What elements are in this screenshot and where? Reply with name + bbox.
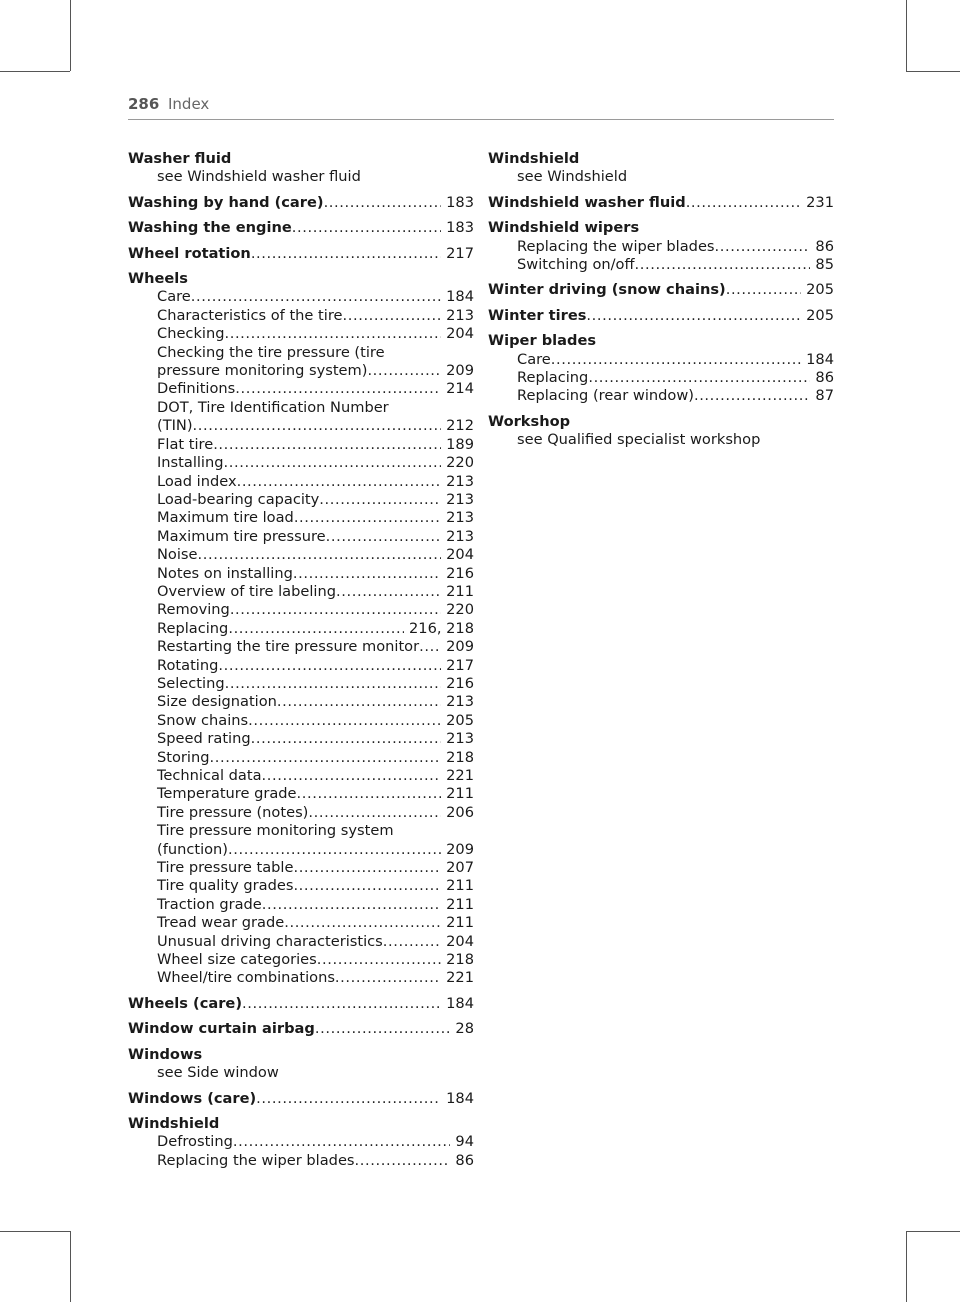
index-line: [128, 436, 474, 454]
index-subentry-text: Load-bearing capacity: [157, 490, 320, 508]
index-line: [128, 565, 474, 583]
index-subentry-text: Definitions: [157, 380, 236, 398]
index-subentry-text: Replacing the wiper blades: [157, 1151, 355, 1169]
index-subentry-text: pressure monitoring system): [157, 362, 368, 380]
index-heading: Wiper blades: [488, 332, 597, 350]
crop-mark: [906, 0, 907, 71]
index-line: [128, 896, 474, 914]
index-line: [128, 194, 474, 212]
page-reference[interactable]: 217: [446, 244, 474, 262]
index-subentry-text: Size designation: [157, 693, 277, 711]
dot-leader: [197, 546, 441, 564]
index-line: [128, 288, 474, 306]
crop-mark: [906, 71, 960, 72]
index-subentry-text: Tread wear grade: [157, 914, 285, 932]
page-reference[interactable]: 216: [446, 674, 474, 692]
page-reference[interactable]: 94: [455, 1133, 474, 1151]
page-reference[interactable]: 220: [446, 454, 474, 472]
page-reference[interactable]: 205: [806, 306, 834, 324]
page-reference[interactable]: 220: [446, 601, 474, 619]
page-reference[interactable]: 85: [815, 256, 834, 274]
page-reference[interactable]: 211: [446, 582, 474, 600]
index-line: [128, 417, 474, 435]
index-line: [128, 491, 474, 509]
dot-leader: [367, 362, 441, 380]
crop-mark: [0, 1231, 70, 1232]
index-line: [128, 785, 474, 803]
dot-leader: [230, 601, 441, 619]
index-subentry-text: Tire quality grades: [157, 877, 294, 895]
index-subentry-text: Notes on installing: [157, 564, 293, 582]
index-column-left: [128, 150, 474, 1177]
index-heading: Windshield: [488, 150, 580, 167]
index-subentry-text: Maximum tire pressure: [157, 527, 326, 545]
index-subentry-text: Defrosting: [157, 1133, 233, 1151]
page-reference[interactable]: 213: [446, 306, 474, 324]
crop-mark: [906, 1231, 960, 1232]
dot-leader: [277, 693, 441, 711]
index-line: [128, 995, 474, 1013]
dot-leader: [251, 245, 441, 263]
page-reference[interactable]: 86: [455, 1151, 474, 1169]
index-entry: [128, 1090, 474, 1108]
dot-leader: [262, 767, 442, 785]
index-line: [128, 933, 474, 951]
index-heading: Wheels (care): [128, 994, 242, 1012]
page-reference[interactable]: 206: [446, 803, 474, 821]
index-entry: [128, 270, 474, 988]
index-line: [128, 804, 474, 822]
dot-leader: [293, 859, 441, 877]
index-line: [128, 509, 474, 527]
dot-leader: [308, 804, 441, 822]
index-heading: Wheel rotation: [128, 244, 251, 262]
index-subentry-text: DOT, Tire Identification Number: [157, 398, 389, 416]
index-heading: Windshield wipers: [488, 219, 640, 237]
index-subentry-text: Unusual driving characteristics: [157, 932, 383, 950]
page-reference[interactable]: 213: [446, 527, 474, 545]
index-line: [488, 387, 834, 405]
index-entry: [128, 1046, 474, 1083]
index-heading: Winter tires: [488, 306, 587, 324]
index-subentry-text: (TIN): [157, 417, 193, 435]
dot-leader: [355, 1152, 451, 1170]
dot-leader: [228, 841, 441, 859]
index-entry: [128, 150, 474, 187]
page-reference[interactable]: 213: [446, 693, 474, 711]
dot-leader: [284, 914, 441, 932]
index-entry: [128, 194, 474, 212]
index-subentry-text: Flat tire: [157, 435, 214, 453]
dot-leader: [191, 288, 441, 306]
index-subentry-text: Snow chains: [157, 711, 249, 729]
dot-leader: [228, 620, 404, 638]
dot-leader: [248, 712, 441, 730]
dot-leader: [315, 1020, 451, 1038]
index-column-right: [488, 150, 834, 457]
page-reference[interactable]: 183: [446, 193, 474, 211]
dot-leader: [324, 194, 442, 212]
crop-mark: [0, 71, 70, 72]
dot-leader: [551, 351, 801, 369]
index-line: [128, 1133, 474, 1151]
dot-leader: [225, 675, 442, 693]
index-heading: Washer fluid: [128, 150, 232, 167]
index-line: [128, 528, 474, 546]
page-reference[interactable]: 218: [446, 951, 474, 969]
crop-mark: [70, 1231, 71, 1302]
index-line: [128, 877, 474, 895]
index-line: [128, 583, 474, 601]
dot-leader: [317, 951, 441, 969]
page-reference[interactable]: 213: [446, 472, 474, 490]
page-reference[interactable]: 184: [446, 288, 474, 306]
index-subentry-text: Care: [517, 350, 551, 368]
page-reference[interactable]: 216, 218: [409, 619, 474, 637]
dot-leader: [209, 749, 441, 767]
page-reference[interactable]: 209: [446, 638, 474, 656]
page-reference[interactable]: 86: [815, 369, 834, 387]
dot-leader: [586, 307, 801, 325]
index-entry: [488, 150, 834, 187]
page-reference[interactable]: 217: [446, 656, 474, 674]
dot-leader: [297, 785, 442, 803]
dot-leader: [293, 565, 441, 583]
page-reference[interactable]: 204: [446, 325, 474, 343]
index-line: [128, 951, 474, 969]
dot-leader: [635, 256, 811, 274]
index-heading: Workshop: [488, 412, 571, 430]
page-reference[interactable]: 184: [446, 1089, 474, 1107]
crop-mark: [906, 1231, 907, 1302]
index-line: [128, 473, 474, 491]
see-reference[interactable]: see Windshield washer fluid: [157, 168, 361, 186]
page-reference[interactable]: 205: [446, 711, 474, 729]
index-line: [488, 281, 834, 299]
index-subentry-text: Rotating: [157, 656, 219, 674]
dot-leader: [419, 638, 441, 656]
index-line: [128, 307, 474, 325]
index-entry: [488, 194, 834, 212]
page-reference[interactable]: 189: [446, 435, 474, 453]
index-subentry-text: Tire pressure table: [157, 859, 294, 877]
page-reference[interactable]: 221: [446, 969, 474, 987]
index-subentry-text: Removing: [157, 601, 230, 619]
index-subentry-text: Overview of tire labeling: [157, 582, 336, 600]
index-heading: Windows (care): [128, 1089, 257, 1107]
index-line: [128, 749, 474, 767]
page-reference[interactable]: 214: [446, 380, 474, 398]
index-subentry-text: Load index: [157, 472, 237, 490]
index-line: [488, 256, 834, 274]
index-subentry-text: Replacing: [517, 369, 589, 387]
dot-leader: [193, 417, 442, 435]
index-entry: [128, 219, 474, 237]
index-heading: Windshield: [128, 1114, 220, 1132]
page-reference[interactable]: 183: [446, 219, 474, 237]
index-line: [128, 969, 474, 987]
index-line: [128, 730, 474, 748]
index-line: [128, 620, 474, 638]
index-line: [488, 194, 834, 212]
index-line: [128, 841, 474, 859]
see-reference[interactable]: see Qualified specialist workshop: [517, 431, 761, 449]
page-reference[interactable]: 213: [446, 509, 474, 527]
index-entry: [488, 307, 834, 325]
index-subentry-text: Temperature grade: [157, 785, 297, 803]
dot-leader: [237, 473, 442, 491]
index-subentry-text: Maximum tire load: [157, 509, 294, 527]
index-entry: [128, 1115, 474, 1170]
index-line: [128, 325, 474, 343]
dot-leader: [242, 995, 441, 1013]
dot-leader: [326, 528, 441, 546]
index-line: [128, 454, 474, 472]
index-entry: [128, 245, 474, 263]
dot-leader: [726, 281, 801, 299]
page-reference[interactable]: 207: [446, 859, 474, 877]
dot-leader: [235, 380, 441, 398]
page-reference[interactable]: 221: [446, 767, 474, 784]
dot-leader: [715, 238, 811, 256]
index-heading: Washing by hand (care): [128, 193, 324, 211]
dot-leader: [336, 583, 441, 601]
index-subentry-text: Care: [157, 288, 191, 306]
index-line: [128, 362, 474, 380]
dot-leader: [224, 454, 442, 472]
see-reference[interactable]: see Side window: [157, 1064, 279, 1082]
page-reference[interactable]: 87: [815, 387, 834, 405]
dot-leader: [335, 969, 441, 987]
page-reference[interactable]: 218: [446, 748, 474, 766]
page-reference[interactable]: 211: [446, 914, 474, 932]
index-heading: Washing the engine: [128, 219, 292, 237]
index-line: [128, 1020, 474, 1038]
page-reference[interactable]: 184: [806, 350, 834, 368]
dot-leader: [293, 877, 441, 895]
dot-leader: [319, 491, 441, 509]
dot-leader: [342, 307, 441, 325]
index-subentry-text: Traction grade: [157, 895, 262, 913]
page-reference[interactable]: 212: [446, 417, 474, 435]
index-heading: Windshield washer fluid: [488, 193, 686, 211]
index-line: [128, 657, 474, 675]
index-subentry-text: Restarting the tire pressure monitor: [157, 638, 420, 656]
index-line: [128, 767, 474, 785]
dot-leader: [224, 325, 441, 343]
index-line: [128, 1090, 474, 1108]
index-entry: [128, 995, 474, 1013]
index-line: [128, 638, 474, 656]
index-subentry-text: Replacing (rear window): [517, 387, 694, 405]
page-reference[interactable]: 184: [446, 994, 474, 1012]
page-reference[interactable]: 86: [815, 237, 834, 255]
see-reference[interactable]: see Windshield: [517, 168, 628, 186]
index-line: [128, 693, 474, 711]
index-line: [488, 307, 834, 325]
index-subentry-text: Selecting: [157, 674, 225, 692]
index-subentry-text: Replacing: [157, 619, 229, 637]
page-number: 286: [128, 95, 160, 113]
index-heading: Window curtain airbag: [128, 1020, 315, 1038]
index-line: [128, 245, 474, 263]
index-heading: Windows: [128, 1045, 203, 1063]
index-subentry-text: Tire pressure monitoring system: [157, 822, 394, 840]
page-header: [128, 95, 834, 120]
index-heading: Winter driving (snow chains): [488, 281, 726, 299]
index-subentry-text: Installing: [157, 454, 224, 472]
dot-leader: [251, 730, 442, 748]
page-reference[interactable]: 209: [446, 362, 474, 380]
index-line: [128, 675, 474, 693]
index-entry: [488, 413, 834, 450]
index-entry: [128, 1020, 474, 1038]
page-reference[interactable]: 204: [446, 546, 474, 564]
index-subentry-text: Characteristics of the tire: [157, 306, 343, 324]
index-line: [488, 369, 834, 387]
index-line: [128, 601, 474, 619]
dot-leader: [694, 387, 810, 405]
page-reference[interactable]: 209: [446, 840, 474, 858]
dot-leader: [256, 1090, 441, 1108]
index-entry: [488, 219, 834, 274]
index-subentry-text: Wheel/tire combinations: [157, 969, 335, 987]
index-line: [128, 914, 474, 932]
page-reference[interactable]: 211: [446, 895, 474, 913]
index-subentry-text: Checking the tire pressure (tire: [157, 343, 385, 361]
dot-leader: [218, 657, 441, 675]
index-subentry-text: (function): [157, 840, 229, 858]
page-reference[interactable]: 211: [446, 877, 474, 895]
section-title: Index: [168, 95, 210, 113]
index-heading: Wheels: [128, 270, 188, 288]
page-reference[interactable]: 28: [455, 1020, 474, 1038]
index-subentry-text: Technical data: [157, 767, 262, 784]
index-line: [488, 238, 834, 256]
index-subentry-text: Storing: [157, 748, 210, 766]
dot-leader: [686, 194, 801, 212]
page-reference[interactable]: 204: [446, 932, 474, 950]
dot-leader: [262, 896, 441, 914]
dot-leader: [383, 933, 441, 951]
page-reference[interactable]: 213: [446, 490, 474, 508]
index-line: [128, 712, 474, 730]
dot-leader: [588, 369, 810, 387]
dot-leader: [292, 219, 441, 237]
page-reference[interactable]: 216: [446, 564, 474, 582]
index-subentry-text: Replacing the wiper blades: [517, 237, 715, 255]
index-line: [128, 380, 474, 398]
page-reference[interactable]: 205: [806, 281, 834, 299]
index-line: [128, 219, 474, 237]
crop-mark: [70, 0, 71, 71]
index-line: [128, 1152, 474, 1170]
index-subentry-text: Wheel size categories: [157, 951, 317, 969]
index-subentry-text: Checking: [157, 325, 225, 343]
index-subentry-text: Noise: [157, 546, 198, 564]
page-reference[interactable]: 231: [806, 193, 834, 211]
dot-leader: [213, 436, 441, 454]
dot-leader: [233, 1133, 451, 1151]
index-entry: [488, 332, 834, 406]
index-entry: [488, 281, 834, 299]
index-line: [128, 859, 474, 877]
dot-leader: [294, 509, 441, 527]
page-reference[interactable]: 213: [446, 730, 474, 748]
index-subentry-text: Speed rating: [157, 730, 251, 748]
index-line: [128, 546, 474, 564]
index-line: [488, 351, 834, 369]
index-subentry-text: Switching on/off: [517, 256, 635, 274]
index-subentry-text: Tire pressure (notes): [157, 803, 309, 821]
page-reference[interactable]: 211: [446, 785, 474, 803]
